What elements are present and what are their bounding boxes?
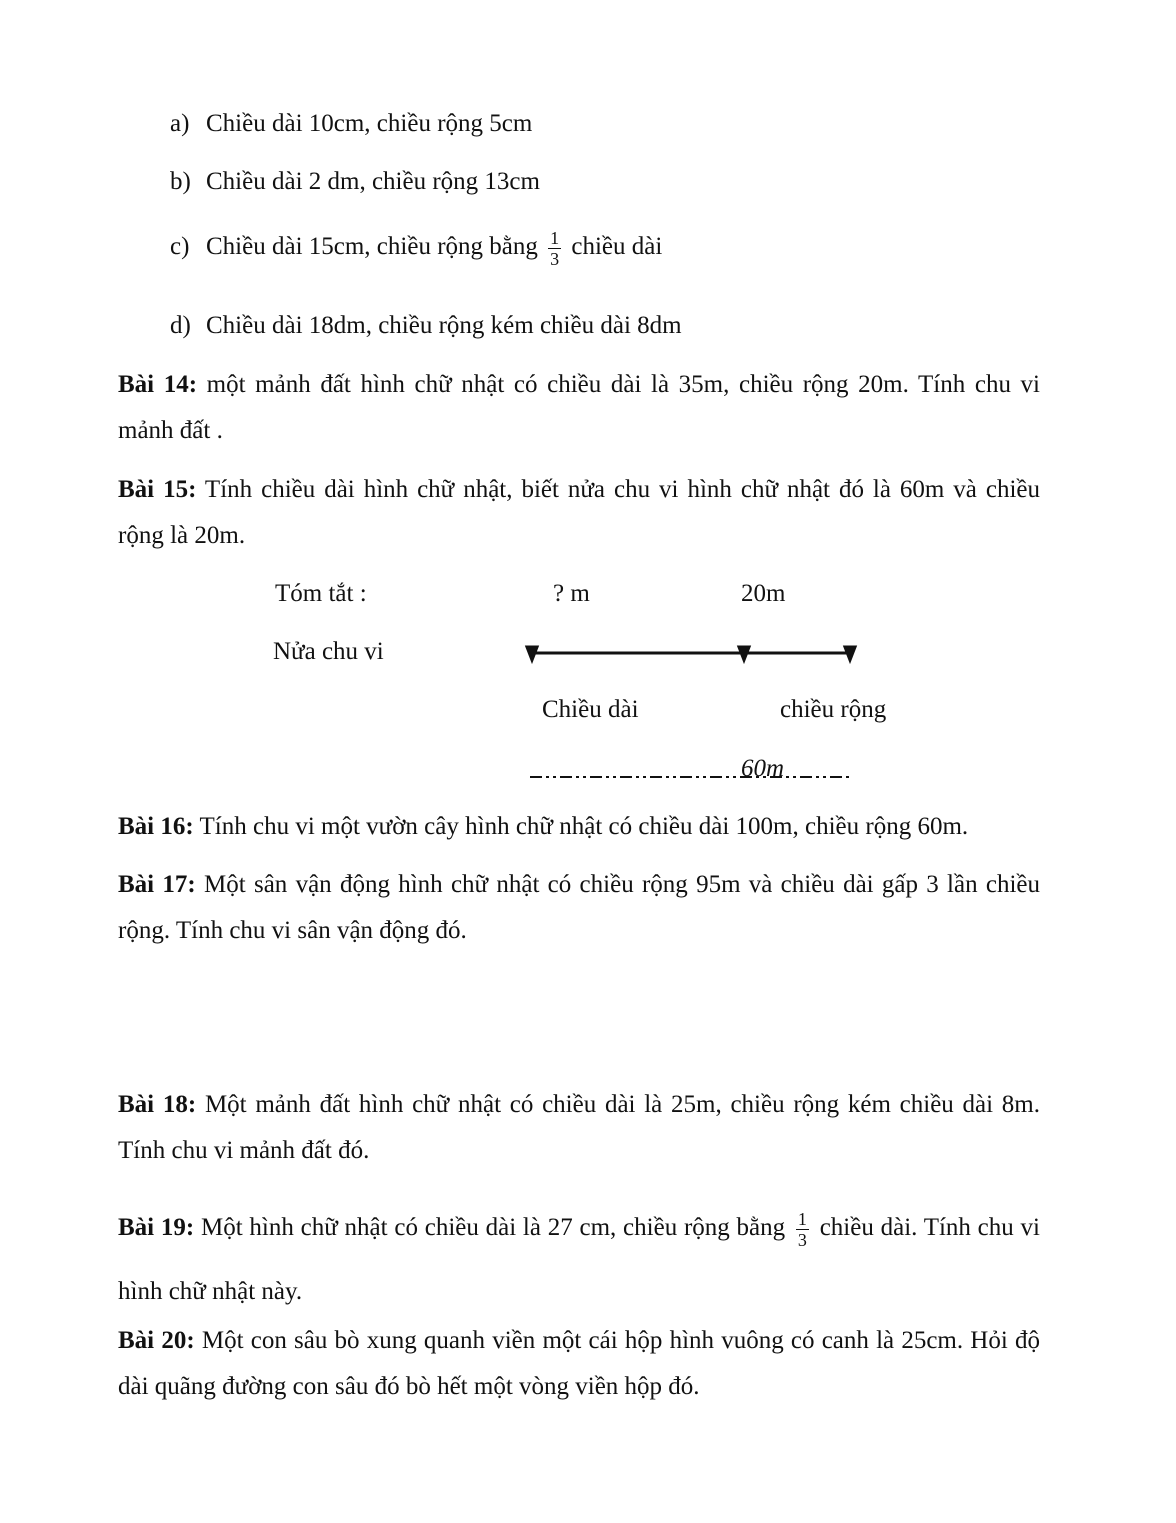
item-label: d) — [170, 312, 191, 339]
item-label: b) — [170, 168, 191, 195]
exercise-title: Bài 15: — [118, 476, 197, 503]
item-text-after: chiều dài — [571, 233, 663, 261]
fraction — [548, 228, 561, 269]
half-perimeter-label: Nửa chu vi — [273, 638, 384, 665]
exercise-title: Bài 18: — [118, 1091, 197, 1118]
list-item-d — [170, 312, 682, 340]
total-label: 60m — [741, 755, 785, 782]
list-item-c — [170, 228, 662, 269]
segment-diagram — [520, 640, 860, 780]
exercise-18 — [118, 1082, 1040, 1174]
fraction-denominator: 3 — [550, 249, 560, 269]
width-label: chiều rộng — [780, 696, 887, 723]
segment-middle-marker — [739, 647, 749, 660]
item-text: Chiều dài 10cm, chiều rộng 5cm — [206, 110, 533, 137]
exercise-text: Một mảnh đất hình chữ nhật có chiều dài là 25m, chiều rộng kém chiều dài 8m. Tính chu vi mảnh đất đó. — [118, 1091, 1041, 1164]
unknown-length-label: ? m — [553, 580, 590, 607]
exercise-title: Bài 20: — [118, 1327, 195, 1354]
exercise-text: Tính chu vi một vườn cây hình chữ nhật có chiều dài 100m, chiều rộng 60m. — [199, 813, 969, 840]
fraction-denominator: 3 — [797, 1229, 807, 1250]
exercise-text: Một hình chữ nhật có chiều dài là 27 cm, chiều rộng bằng — [200, 1214, 786, 1241]
exercise-19 — [118, 1196, 1040, 1324]
item-text: Chiều dài 2 dm, chiều rộng 13cm — [206, 168, 540, 195]
exercise-title: Bài 16: — [118, 813, 194, 840]
exercise-text: Tính chiều dài hình chữ nhật, biết nửa chu vi hình chữ nhật đó là 60m và chiều rộng là 20m. — [118, 476, 1040, 549]
exercise-text-after: chiều dài. Tính chu vi hình chữ nhật này. — [118, 1214, 1040, 1305]
segment-end-marker — [845, 647, 855, 660]
exercise-title: Bài 17: — [118, 871, 196, 898]
fraction-numerator: 1 — [797, 1208, 807, 1229]
exercise-20 — [118, 1318, 1040, 1410]
exercise-text: Một sân vận động hình chữ nhật có chiều rộng 95m và chiều dài gấp 3 lần chiều rộng. Tính chu vi sân vận động đó. — [118, 871, 1041, 944]
fraction-numerator: 1 — [550, 228, 560, 248]
item-text: Chiều dài 15cm, chiều rộng bằng — [206, 233, 538, 261]
exercise-14 — [118, 362, 1040, 454]
exercise-text: một mảnh đất hình chữ nhật có chiều dài là 35m, chiều rộng 20m. Tính chu vi mảnh đất . — [118, 371, 1040, 444]
fraction — [796, 1209, 809, 1250]
segment-start-marker — [527, 647, 537, 660]
exercise-16 — [118, 804, 1040, 850]
exercise-text: Một con sâu bò xung quanh viền một cái hộp hình vuông có canh là 25cm. Hỏi độ dài quãng đường con sâu đó bò hết một vòng viền hộp đó. — [118, 1327, 1041, 1400]
summary-label: Tóm tắt : — [275, 580, 367, 607]
exercise-17 — [118, 862, 1040, 954]
exercise-title: Bài 14: — [118, 371, 198, 398]
length-label: Chiều dài — [542, 696, 639, 723]
list-item-b — [170, 168, 540, 196]
width-value-label: 20m — [741, 580, 786, 607]
item-label: a) — [170, 110, 190, 137]
list-item-a — [170, 110, 532, 138]
exercise-15 — [118, 467, 1040, 559]
exercise-title: Bài 19: — [118, 1214, 195, 1241]
item-label: c) — [170, 233, 190, 261]
item-text: Chiều dài 18dm, chiều rộng kém chiều dài 8dm — [206, 312, 682, 339]
